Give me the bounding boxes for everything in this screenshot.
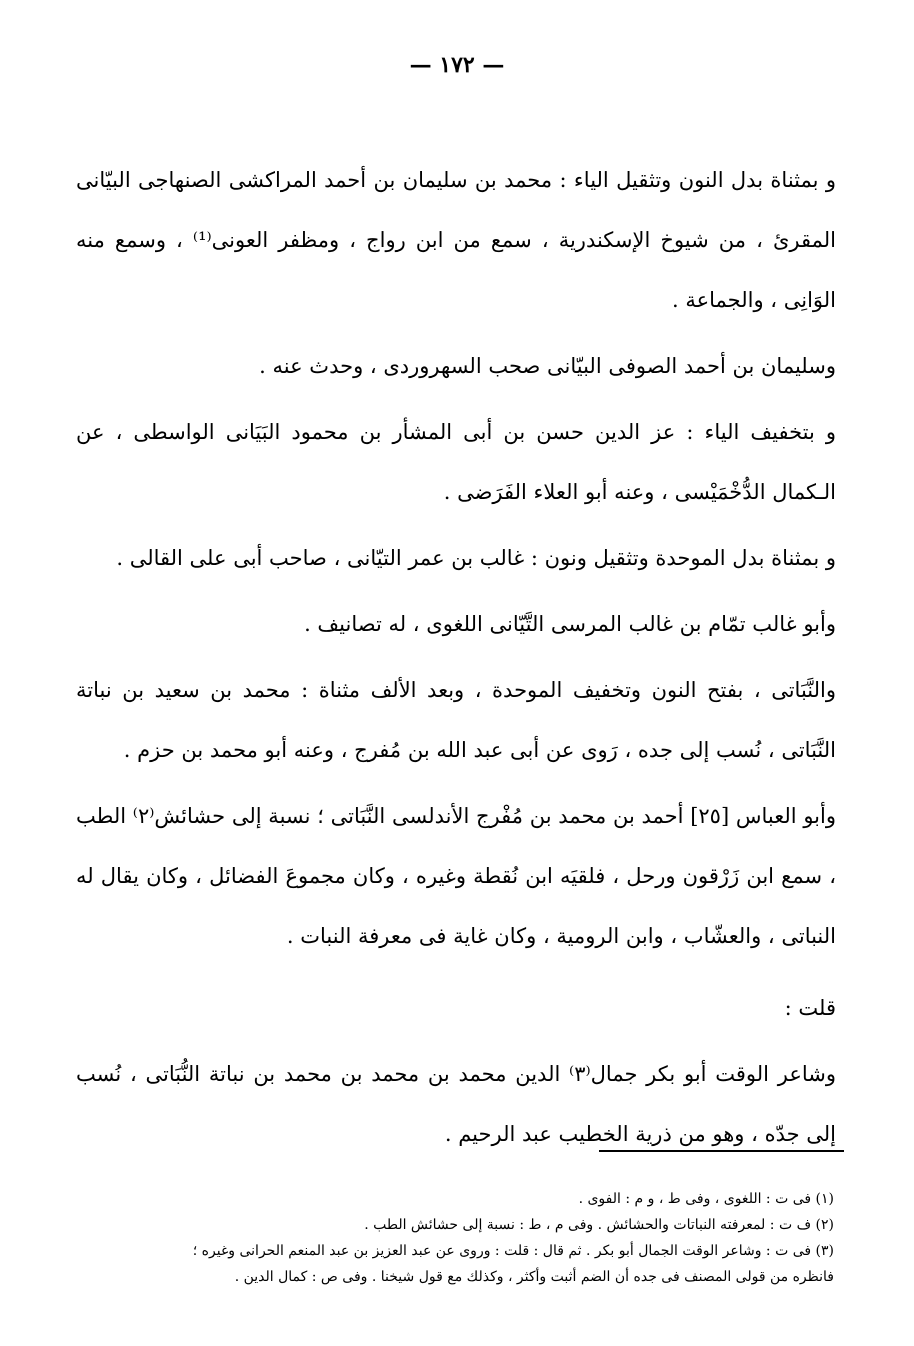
footnote-2: (٢) ف ت : لمعرفته النباتات والحشائش . وفى م ، ط : نسبة إلى حشائش الطب . [364,1217,834,1233]
paragraph-9: وشاعر الوقت أبو بكر جمال⁽٣⁾ الدين محمد بن محمد بن محمد بن نباتة النُّبَاتى ، نُسب إلى جدّه ، وهو من ذرية الخطيب عبد الرحيم . [76,1062,836,1146]
paragraph-7: وأبو العباس [٢٥] أحمد بن محمد بن مُفْرج الأندلسى النَّبَاتى ؛ نسبة إلى حشائش⁽٢⁾ الطب ، سمع ابن زَرْقون ورحل ، فلقيَه ابن نُقطة وغيره ، وكان مجموعَ الفضائل ، وكان يقال له النباتى ، والعشّاب ، وابن الرومية ، وكان غاية فى معرفة النبات . [76,804,836,948]
footnotes [74,1186,834,1290]
paragraph-3: و بتخفيف الياء : عز الدين حسن بن أبى المشأر بن محمود البَيَانى الواسطى ، عن الـكمال الدُّخْمَيْسى ، وعنه أبو العلاء الفَرَضى . [76,420,836,504]
paragraph-1: و بمثناة بدل النون وتثقيل الياء : محمد بن سليمان بن أحمد المراكشى الصنهاجى البيّانى المقرئ ، من شيوخ الإسكندرية ، سمع من ابن رواج ، ومظفر العونى⁽¹⁾ ، وسمع منه الوَانِى ، والجماعة . [76,168,836,312]
paragraph-6: والنَّبَاتى ، بفتح النون وتخفيف الموحدة ، وبعد الألف مثناة : محمد بن سعيد بن نباتة النَّبَاتى ، نُسب إلى جده ، رَوى عن أبى عبد الله بن مُفرج ، وعنه أبو محمد بن حزم . [76,678,836,762]
paragraph-4: و بمثناة بدل الموحدة وتثقيل ونون : غالب بن عمر التيّانى ، صاحب أبى على القالى . [116,546,836,570]
paragraph-2: وسليمان بن أحمد الصوفى البيّانى صحب السهروردى ، وحدث عنه . [259,354,836,378]
footnote-3: (٣) فى ت : وشاعر الوقت الجمال أبو بكر . ثم قال : قلت : وروى عن عبد العزيز بن عبد المنعم الحرانى وغيره ؛ [192,1243,834,1259]
footnote-3-continued: فانظره من قولى المصنف فى جده أن الضم أثبت وأكثر ، وكذلك مع قول شيخنا . وفى ص : كمال الدين . [234,1269,834,1285]
footnote-divider [599,1150,844,1152]
page-number: — ١٧٢ — [409,52,505,78]
footnote-1: (١) فى ت : اللغوى ، وفى ط ، و م : الفوى . [578,1191,834,1207]
main-text [76,150,836,1170]
paragraph-8: قلت : [784,996,836,1020]
paragraph-5: وأبو غالب تمّام بن غالب المرسى التَّيّانى اللغوى ، له تصانيف . [304,612,836,636]
